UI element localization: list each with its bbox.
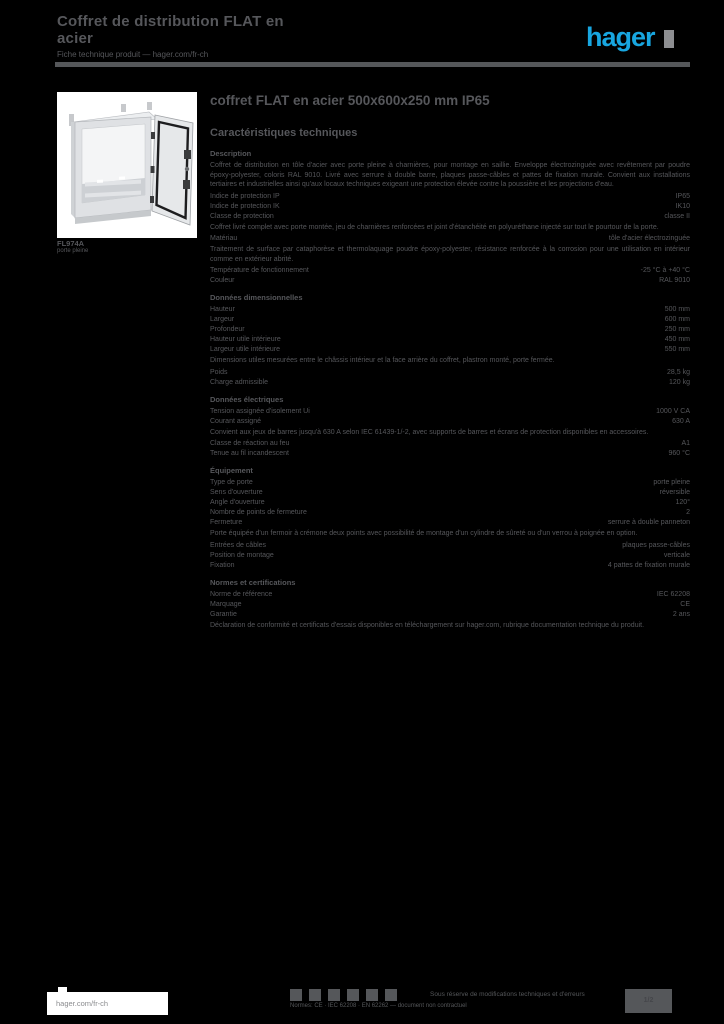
spec-row (210, 212, 690, 222)
spec-row (210, 305, 690, 315)
spec-label: Indice de protection IK (210, 202, 280, 210)
spec-paragraph: Coffret livré complet avec porte montée, jeu de charnières renforcées et joint d'étanchéité en polyuréthane injecté sur tout le pourtour de la porte. (210, 223, 659, 231)
spec-label: Largeur (210, 316, 235, 323)
spec-label: Hauteur (210, 306, 235, 313)
spec-value: 2 (686, 509, 690, 516)
spec-label: Matériau (210, 235, 238, 242)
spec-row (210, 407, 690, 417)
spec-label: Fixation (210, 561, 235, 569)
iso-icon (385, 989, 397, 1001)
spec-label: Poids (210, 368, 228, 376)
spec-value: serrure à double panneton (607, 519, 690, 526)
spec-paragraph: Convient aux jeux de barres jusqu'à 630 A selon IEC 61439-1/-2, avec supports de barres et écrans de protection disponibles en accessoires. (210, 428, 649, 436)
footer-disclaimer: Sous réserve de modifications techniques et d'erreurs (430, 991, 585, 998)
spec-row (210, 234, 690, 244)
spec-value: IEC 62208 (656, 590, 690, 598)
enec-icon (328, 989, 340, 1001)
spec-row (210, 518, 690, 528)
spec-label: Nombre de points de fermeture (210, 509, 307, 516)
spec-value: classe II (664, 212, 690, 220)
spec-label: Position de montage (210, 551, 274, 559)
spec-row (210, 325, 690, 335)
certification-caption: Normes: CE · IEC 62208 · EN 62262 — document non contractuel (290, 1003, 467, 1009)
section-heading: Données dimensionnelles (210, 293, 303, 302)
spec-label: Entrées de câbles (210, 541, 267, 549)
section-heading: Données électriques (210, 394, 284, 404)
section-heading: Équipement (210, 466, 253, 475)
spec-value: réversible (659, 489, 690, 496)
recycle-icon (366, 989, 378, 1001)
enclosure-photo-illustration (57, 92, 197, 238)
spec-value: verticale (663, 551, 690, 559)
spec-value: A1 (681, 440, 690, 447)
spec-value: 28,5 kg (667, 368, 690, 376)
spec-value: 120 kg (668, 378, 690, 386)
spec-row (210, 590, 690, 600)
footer-link-box (47, 992, 168, 1015)
spec-value: RAL 9010 (659, 277, 690, 284)
hager-logo[interactable]: hager (586, 22, 655, 52)
spec-label: Charge admissible (210, 378, 268, 386)
spec-row (210, 508, 690, 518)
spec-row (210, 439, 690, 449)
spec-row (210, 368, 690, 378)
spec-label: Courant assigné (210, 417, 261, 425)
spec-label: Norme de référence (210, 590, 273, 598)
document-header (57, 13, 297, 60)
spec-paragraph: Traitement de surface par cataphorèse et thermolaquage poudre époxy-polyester, résistance renforcée à la corrosion pour une utilisation en intérieur comme en extérieur abrité. (210, 246, 690, 263)
spec-row (210, 378, 690, 388)
spec-label: Indice de protection IP (210, 192, 280, 200)
spec-row (210, 276, 690, 286)
spec-row (210, 266, 690, 276)
spec-label: Tension assignée d'isolement Ui (210, 407, 310, 415)
spec-list (210, 149, 690, 630)
section-heading: Normes et certifications (210, 577, 296, 587)
spec-row (210, 449, 690, 459)
spec-paragraph: Déclaration de conformité et certificats d'essais disponibles en téléchargement sur hager.com, rubrique documentation technique du produit. (210, 621, 645, 629)
spec-value: 630 A (672, 417, 690, 425)
spec-label: Garantie (210, 610, 237, 618)
product-reference: FL974A (57, 239, 85, 248)
spec-paragraph: Dimensions utiles mesurées entre le châssis intérieur et la face arrière du coffret, plastron monté, porte fermée. (210, 357, 555, 364)
spec-value: 2 ans (672, 610, 690, 618)
spec-value: 250 mm (664, 326, 690, 333)
document-title: Coffret de distribution FLAT en acier (57, 13, 284, 47)
spec-row (210, 478, 690, 488)
spec-row (210, 541, 690, 551)
spec-label: Largeur utile intérieure (210, 346, 281, 353)
spec-row (210, 551, 690, 561)
document-subtitle: Fiche technique produit — hager.com/fr-ch (57, 50, 209, 59)
section-heading: Description (210, 149, 252, 158)
spec-row (210, 561, 690, 571)
spec-row (210, 417, 690, 427)
spec-label: Température de fonctionnement (210, 267, 309, 274)
page-title: coffret FLAT en acier 500x600x250 mm IP65 (210, 93, 490, 108)
spec-value: 600 mm (664, 316, 690, 323)
spec-value: 960 °C (668, 450, 690, 457)
iec-icon (309, 989, 321, 1001)
spec-label: Tenue au fil incandescent (210, 450, 289, 457)
spec-label: Profondeur (210, 326, 245, 333)
hager-website-link[interactable]: hager.com/fr-ch (56, 999, 109, 1008)
spec-row (210, 600, 690, 610)
section-title-technical: Caractéristiques techniques (210, 127, 358, 139)
spec-label: Sens d'ouverture (210, 489, 263, 496)
spec-row (210, 610, 690, 620)
product-photo (57, 92, 197, 238)
spec-value: plaques passe-câbles (622, 541, 690, 549)
spec-row (210, 335, 690, 345)
spec-label: Angle d'ouverture (210, 499, 265, 506)
product-reference-block (57, 240, 117, 255)
spec-value: 4 pattes de fixation murale (607, 561, 690, 569)
spec-label: Marquage (210, 600, 242, 608)
spec-value: 550 mm (664, 346, 690, 353)
spec-label: Couleur (210, 277, 235, 284)
certification-icons (290, 989, 397, 1001)
spec-label: Type de porte (210, 479, 253, 486)
page-number-box (625, 989, 672, 1013)
spec-value: -25 °C à +40 °C (640, 267, 690, 274)
rohs-icon (347, 989, 359, 1001)
spec-row (210, 202, 690, 212)
spec-value: 450 mm (664, 336, 690, 343)
spec-value: CE (680, 600, 690, 608)
spec-value: porte pleine (653, 479, 690, 486)
spec-value: tôle d'acier électrozinguée (608, 235, 690, 242)
spec-value: 1000 V CA (656, 407, 690, 415)
spec-label: Classe de protection (210, 212, 274, 220)
main-content (210, 93, 690, 632)
spec-row (210, 192, 690, 202)
product-reference-caption: porte pleine (57, 248, 89, 254)
spec-row (210, 488, 690, 498)
spec-paragraph: Porte équipée d'un fermoir à crémone deux points avec possibilité de montage d'un cylindre de sûreté ou d'un verrou à poignée en option. (210, 530, 638, 537)
spec-label: Hauteur utile intérieure (210, 336, 281, 343)
page-number: 1/2 (643, 997, 654, 1004)
spec-row (210, 315, 690, 325)
spec-value: IP65 (675, 192, 690, 200)
spec-label: Fermeture (210, 519, 243, 526)
spec-value: IK10 (675, 202, 690, 210)
logo-shadow (664, 30, 674, 48)
header-divider (55, 62, 690, 67)
spec-row (210, 345, 690, 355)
spec-paragraph: Coffret de distribution en tôle d'acier avec porte pleine à charnières, pour montage en saillie. Enveloppe électrozinguée avec revêtement par poudre époxy-polyester, coloris RAL 9010. Livré avec serrure à double barre, plaques passe-câbles et pattes de fixation murale. Convient aux installations tertiaires et industrielles ainsi qu'aux locaux techniques exigeant une protection élevée contre la poussière et les projections d'eau. (210, 162, 690, 188)
spec-value: 500 mm (664, 306, 690, 313)
spec-label: Classe de réaction au feu (210, 440, 290, 447)
spec-value: 120° (675, 499, 690, 506)
spec-row (210, 498, 690, 508)
ce-icon (290, 989, 302, 1001)
